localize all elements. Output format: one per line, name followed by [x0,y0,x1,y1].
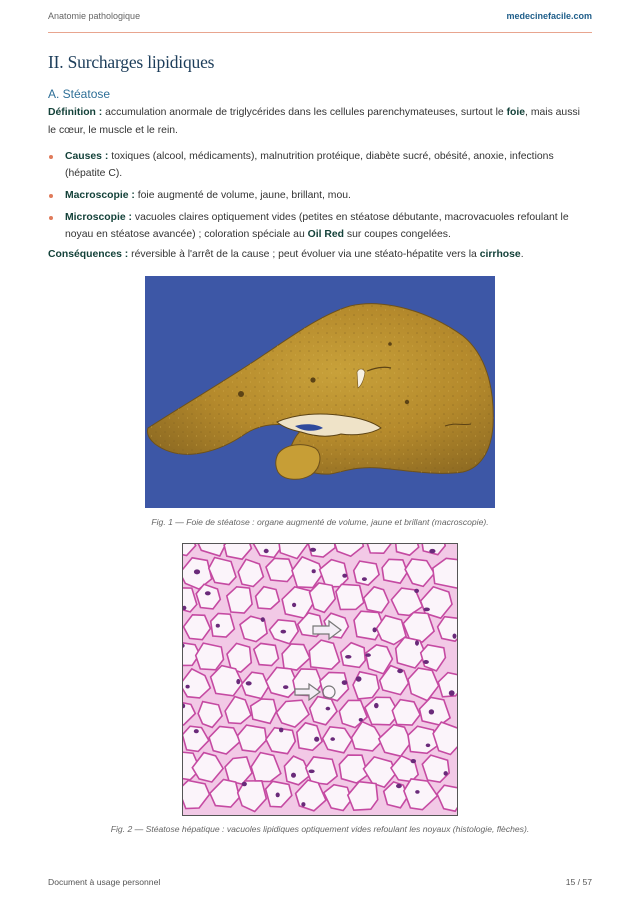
section-title: II. Surcharges lipidiques [48,52,215,72]
cell-nucleus [291,773,296,778]
cell-nucleus [242,782,247,787]
definition-text-before: accumulation anormale de triglycérides dans les cellules parenchymateuses, surtout le [102,107,507,118]
bullet-microscopie-label: Microscopie : [65,212,132,223]
consequences-text-before: réversible à l'arrêt de la cause ; peut évoluer via une stéato-hépatite vers la [128,249,480,260]
cell-nucleus [314,737,319,742]
cell-nucleus [362,577,367,581]
definition-text-after: , mais aussi le cœur, le muscle et le rein. [48,107,580,136]
bullet-list [48,148,580,248]
fat-vacuole [254,643,279,665]
consequences-highlight: cirrhose [479,249,521,260]
cell-nucleus [330,737,335,741]
bullet-microscopie-text-before: vacuoles claires optiquement vides (petites en stéatose débutante, macrovacuoles refoulant le noyau en stéatose avancée) ; coloration spéciale au [65,212,569,240]
cell-nucleus [396,784,402,788]
cell-nucleus [424,608,430,612]
cell-nucleus [365,653,371,657]
definition-paragraph [48,104,580,140]
liver-macroscopy-illustration [145,276,495,508]
header-course-name: Anatomie pathologique [48,11,141,21]
cell-nucleus [236,679,240,684]
cell-nucleus [415,790,419,794]
consequences-paragraph [48,246,580,264]
running-header [48,0,592,33]
cell-nucleus [449,690,455,696]
bullet-macroscopie [48,187,580,204]
cell-nucleus [429,709,434,714]
cell-nucleus [359,718,363,722]
bullet-dot [49,194,53,198]
fat-vacuole [336,584,364,609]
bullet-causes-text: toxiques (alcool, médicaments), malnutrition protéique, diabète sucré, obésité, anoxie, infections (hépatite C). [65,151,554,179]
bullet-macroscopie-text: foie augmenté de volume, jaune, brillant, mou. [134,190,351,201]
cell-nucleus [429,549,435,553]
fat-vacuole [251,699,277,724]
fat-vacuole [211,613,235,637]
consequences-text-after: . [520,249,524,260]
cell-nucleus [264,549,269,553]
cell-nucleus [301,802,305,807]
cell-nucleus [194,569,200,574]
vessel-lumen [310,377,315,382]
fat-vacuole [408,726,437,753]
cell-nucleus [186,685,190,689]
cell-nucleus [312,569,316,573]
cell-nucleus [342,680,348,685]
subsection-title: A. Stéatose [48,87,111,101]
cell-nucleus [453,634,457,639]
header-site-name: medecinefacile.com [506,11,592,21]
cell-nucleus [415,640,419,645]
cell-nucleus [345,655,351,659]
bullet-microscopie [48,209,580,243]
vessel-lumen [388,342,392,346]
page-number: 15 / 57 [565,877,592,887]
cell-nucleus [342,574,347,578]
bullet-dot [49,216,53,220]
cell-nucleus [261,617,265,622]
cell-nucleus [426,744,431,748]
consequences-label: Conséquences : [48,249,129,260]
steatosis-histology-photo [182,543,458,816]
vessel-lumen [405,400,409,404]
cell-nucleus [326,707,331,711]
page-footer [48,877,592,887]
cell-nucleus [205,591,211,595]
vessel-lumen [238,391,244,397]
fat-vacuole [353,672,379,699]
figure-2-caption: Fig. 2 — Stéatose hépatique : vacuoles lipidiques optiquement vides refoulant les noyaux (histologie, flèches). [110,824,530,834]
bullet-causes [48,148,580,182]
cell-nucleus [374,703,379,708]
cell-nucleus [444,771,448,776]
cell-nucleus [423,660,429,664]
figure-1-caption: Fig. 1 — Foie de stéatose : organe augmenté de volume, jaune et brillant (macroscopie). [151,517,489,527]
footer-note: Document à usage personnel [48,877,161,887]
cell-nucleus [356,676,362,681]
cell-nucleus [276,793,280,798]
cell-nucleus [292,603,296,607]
cell-nucleus [283,685,288,689]
cell-nucleus [194,729,199,733]
definition-highlight: foie [506,107,526,118]
bullet-dot [49,155,53,159]
cell-nucleus [414,589,419,593]
cell-nucleus [279,728,283,733]
fat-vacuole [266,558,294,581]
histology-illustration [183,544,457,815]
cell-nucleus [216,624,220,628]
liver-macroscopy-photo [145,276,495,508]
cell-nucleus [373,627,377,632]
bullet-microscopie-highlight: Oil Red [307,229,344,240]
cell-nucleus [281,630,287,634]
cell-nucleus [310,548,316,552]
cell-nucleus [397,669,403,673]
bullet-macroscopie-label: Macroscopie : [65,190,135,201]
bullet-microscopie-text-after: sur coupes congelées. [343,229,451,240]
definition-label: Définition : [48,107,103,118]
cell-nucleus [309,770,315,774]
bullet-causes-label: Causes : [65,151,109,162]
cell-nucleus [246,681,252,685]
cell-nucleus [411,759,416,763]
